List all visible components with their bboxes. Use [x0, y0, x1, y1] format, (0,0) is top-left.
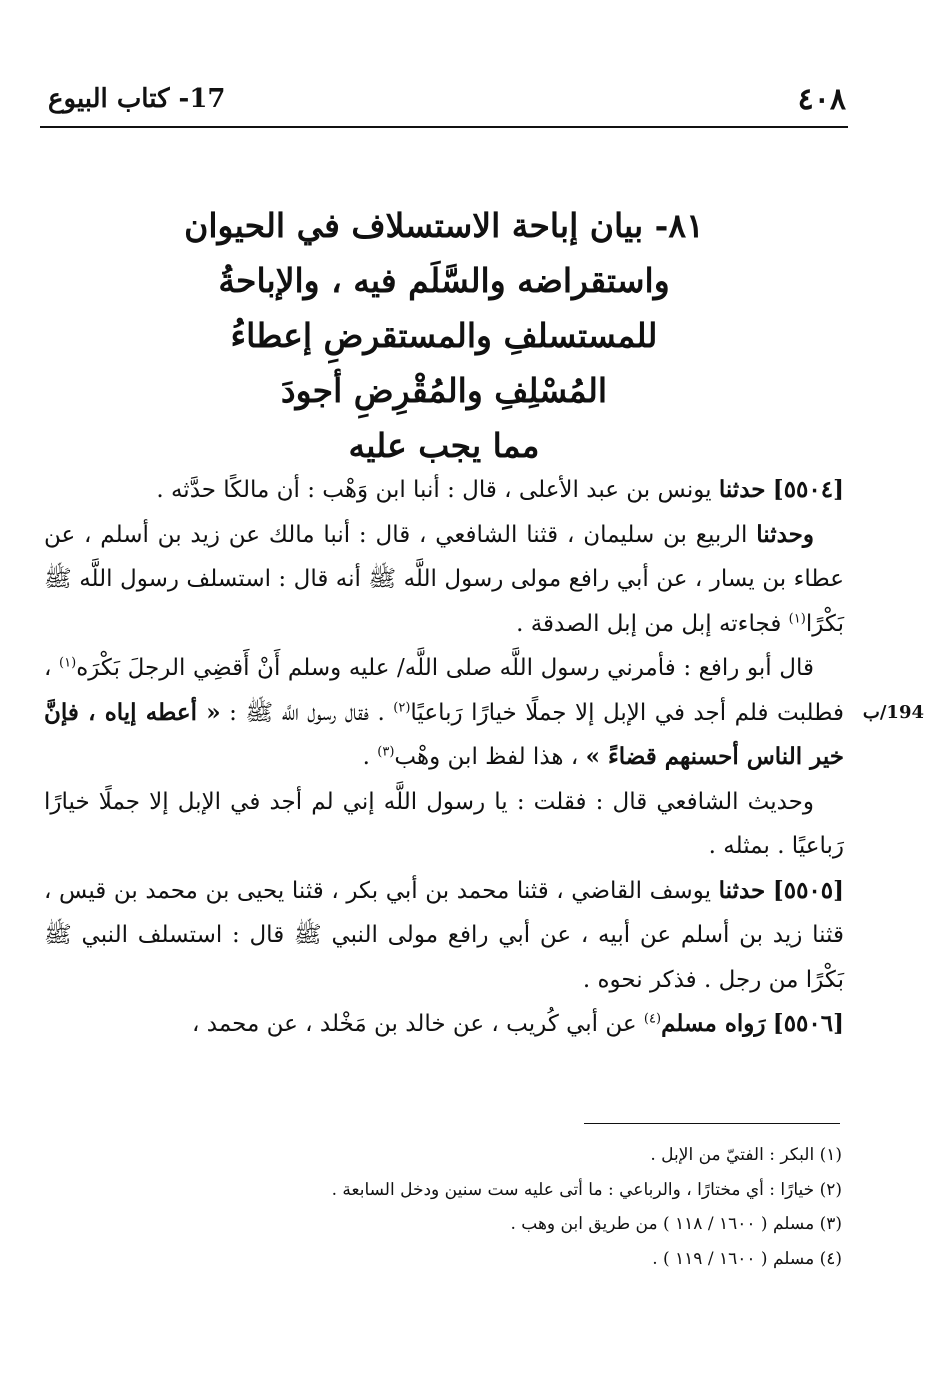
body-text: [44, 468, 844, 1047]
hadith-number: [٥٥٠٤]: [772, 476, 844, 503]
chapter-heading: [40, 198, 848, 473]
chapter-heading-line: ٨١- بيان إباحة الاستسلاف في الحيوان: [184, 206, 704, 245]
paragraph-text: ، هذا لفظ ابن وهْب: [394, 744, 579, 770]
running-chapter-title: 17- كتاب البيوع: [48, 84, 226, 114]
paragraph-text: الربيع بن سليمان ، قثنا الشافعي ، قال : أنبا مالك عن زيد بن أسلم ، عن عطاء بن يسار ، عن أبي رافع مولى رسول اللَّه ﷺ أنه قال : استسلف رسول اللَّه ﷺ بَكْرًا: [44, 521, 844, 637]
paragraph-text: عن أبي كُريب ، عن خالد بن مَخْلد ، عن محمد ،: [192, 1011, 637, 1037]
footnote: (٢) خيارًا : أي مختارًا ، والرباعي : ما أتى عليه ست سنين ودخل السابعة .: [331, 1179, 842, 1200]
narration-lead: وحدثنا: [756, 520, 814, 548]
footnote: (١) البكر : الفتيّ من الإبل .: [650, 1145, 842, 1165]
footnote-reference[interactable]: (١): [788, 610, 806, 626]
prophetic-quote: « أعطه إياه ، فإنَّ خير الناس أحسنهم قضاءً »: [44, 698, 844, 770]
footnote-reference[interactable]: (٤): [643, 1011, 662, 1027]
paragraph-text: وحديث الشافعي قال : فقلت : يا رسول اللَّه إني لم أجد في الإبل إلا جملًا خيارًا رَباعيًا . بمثله .: [44, 788, 844, 859]
paragraph-text: يونس بن عبد الأعلى ، قال : أنبا ابن وَهْب : أن مالكًا حدَّثه .: [156, 477, 712, 503]
hadith-paragraph: [44, 646, 844, 780]
page-header: [40, 70, 848, 130]
footnote-reference[interactable]: (٣): [377, 744, 395, 760]
footnotes: [120, 1138, 842, 1276]
hadith-paragraph: [44, 780, 844, 869]
page-number: ٤٠٨: [797, 82, 846, 117]
paragraph-text: . فقال رسول اللَّه ﷺ :: [229, 699, 385, 726]
hadith-number: [٥٥٠٥]: [772, 876, 845, 904]
footnote-rule: [584, 1123, 840, 1124]
narration-lead: رَواه مسلم: [661, 1010, 766, 1037]
manuscript-folio-note: 194/ب: [862, 702, 924, 723]
paragraph-text: يوسف القاضي ، قثنا محمد بن أبي بكر ، قثنا يحيى بن محمد بن قيس ، قثنا زيد بن أسلم عن أبيه ، عن أبي رافع مولى النبي ﷺ قال : استسلف النبي ﷺ بَكْرًا من رجل . فذكر نحوه .: [44, 877, 844, 993]
paragraph-text: .: [362, 744, 370, 770]
chapter-heading-line: المُسْلِفِ والمُقْرِضِ أجودَ: [280, 371, 608, 410]
footnote: (٤) مسلم ( ١٦٠٠ / ١١٩ ) .: [652, 1248, 842, 1269]
header-rule: [40, 126, 848, 128]
hadith-paragraph: [44, 513, 844, 647]
footnote-reference[interactable]: (١): [59, 655, 77, 671]
footnote-reference[interactable]: (٢): [393, 699, 411, 715]
paragraph-text: ، فطلبت فلم أجد في الإبل إلا جملًا خيارًا رَباعيًا: [44, 655, 845, 726]
hadith-number: [٥٥٠٦]: [772, 1010, 844, 1037]
hadith-paragraph: [44, 869, 844, 1003]
paragraph-text: فجاءته إبل من إبل الصدقة .: [516, 610, 782, 637]
chapter-heading-line: مما يجب عليه: [348, 426, 540, 465]
narration-lead: حدثنا: [718, 476, 766, 503]
narration-lead: حدثنا: [718, 876, 766, 904]
hadith-paragraph: [44, 468, 844, 513]
footnote: (٣) مسلم ( ١٦٠٠ / ١١٨ ) من طريق ابن وهب .: [510, 1214, 842, 1234]
paragraph-text: قال أبو رافع : فأمرني رسول اللَّه صلى اللَّه/ عليه وسلم أَنْ أَقضِي الرجلَ بَكْرَه: [76, 655, 814, 681]
chapter-heading-line: واستقراضه والسَّلَم فيه ، والإباحةُ: [218, 261, 670, 300]
hadith-paragraph: [44, 1002, 844, 1047]
chapter-heading-line: للمستسلفِ والمستقرضِ إعطاءُ: [230, 316, 658, 355]
